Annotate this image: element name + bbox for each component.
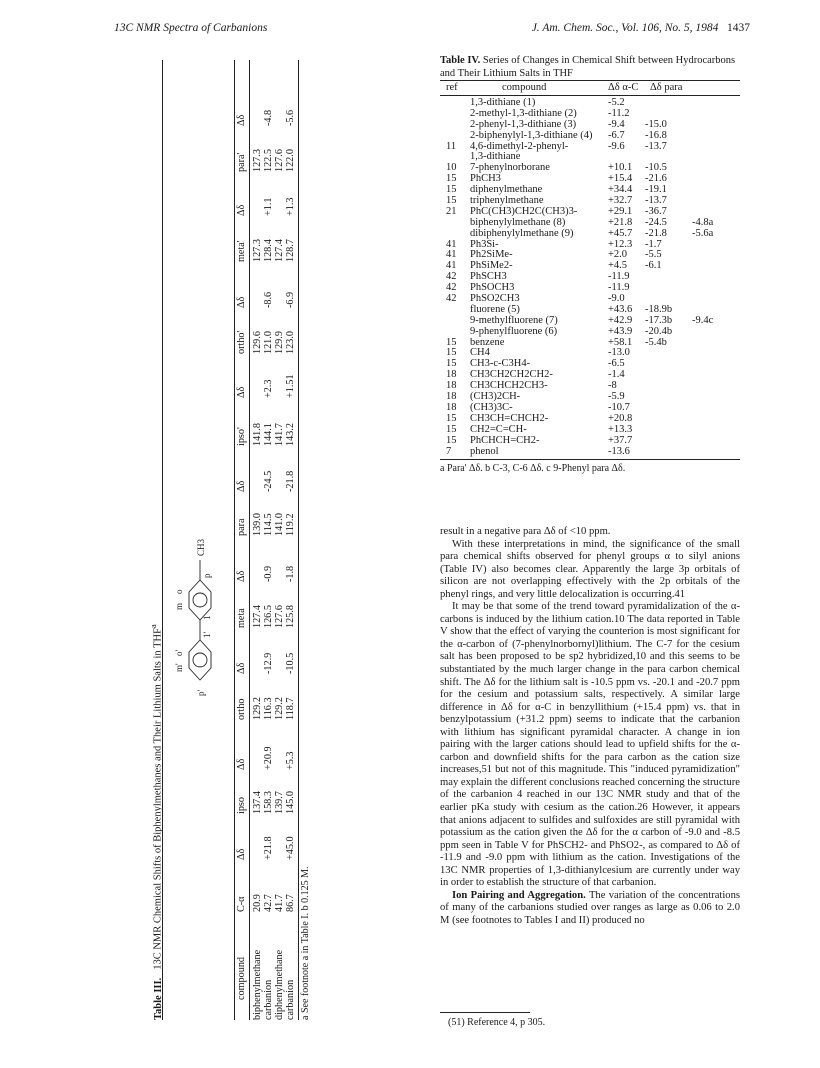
table-iv-title: Series of Changes in Chemical Shift between Hydrocarbons and Their Lithium Salts in THF bbox=[440, 55, 736, 79]
table-iv-cell: 15 bbox=[446, 195, 457, 207]
table-iv-cell: -1.4 bbox=[608, 369, 625, 381]
table-iv-cell: PhCH3 bbox=[470, 173, 501, 185]
table-iii-cell: +20.9 bbox=[263, 746, 274, 770]
table-iii-cell: -1.8 bbox=[285, 565, 296, 582]
table-iv-row bbox=[440, 327, 740, 338]
table-iii-cell: 139.7 bbox=[274, 791, 285, 814]
table-iv-cell: -5.9 bbox=[608, 391, 625, 403]
table-iii-header-8: Δδ bbox=[236, 570, 247, 582]
table-iv-cell: +42.9 bbox=[608, 314, 633, 326]
table-iii-header-1: C-α bbox=[236, 896, 247, 912]
table-iii-cell: 128.7 bbox=[285, 239, 296, 262]
structure-label: 1 bbox=[202, 615, 212, 620]
table-iv-cell: -13.7 bbox=[645, 140, 667, 152]
table-iv-cell: 2-phenyl-1,3-dithiane (3) bbox=[470, 118, 577, 130]
table-iii-cell: 127.6 bbox=[274, 149, 285, 172]
table-iii-cell: 128.4 bbox=[263, 239, 274, 262]
table-iv-cell: 1,3-dithiane bbox=[470, 151, 521, 163]
table-iii-cell: 41.7 bbox=[274, 894, 285, 912]
structure-label: CH3 bbox=[196, 538, 206, 556]
page-number: 1437 bbox=[727, 22, 750, 34]
table-iii-cell: 42.7 bbox=[263, 894, 274, 912]
table-iv-cell: 18 bbox=[446, 369, 457, 381]
header-ref: ref bbox=[446, 82, 458, 93]
table-iii-header-11: ipso' bbox=[236, 427, 247, 446]
table-iv-cell: PhC(CH3)CH2C(CH3)3- bbox=[470, 205, 578, 217]
table-iii-cell: +1.3 bbox=[285, 197, 296, 216]
journal-volume: Vol. 106, No. 5, 1984 bbox=[621, 22, 719, 34]
table-iv-cell: +29.1 bbox=[608, 205, 633, 217]
table-iv-cell: -5.5 bbox=[645, 249, 662, 261]
table-iv-cell: dibiphenylylmethane (9) bbox=[470, 227, 574, 239]
table-iv-cell: +21.8 bbox=[608, 216, 633, 228]
table-iv-caption bbox=[440, 55, 740, 80]
table-iii-header-17: para' bbox=[236, 152, 247, 172]
table-iv-cell: -11.2 bbox=[608, 107, 630, 119]
table-iv-cell: -15.0 bbox=[645, 118, 667, 130]
table-iii-cell: -4.8 bbox=[263, 109, 274, 126]
table-iii-cell: 114.5 bbox=[263, 513, 274, 536]
table-iii-label: Table III. bbox=[152, 977, 164, 1020]
table-iii-header-3: ipso bbox=[236, 797, 247, 814]
table-iv-cell: -9.4 bbox=[608, 118, 625, 130]
table-iii-cell: -6.9 bbox=[285, 291, 296, 308]
table-iv-cell: -9.4c bbox=[692, 314, 714, 326]
table-iv-cell: 42 bbox=[446, 271, 457, 283]
table-iv-footnote: a Para' Δδ. b C-3, C-6 Δδ. c 9-Phenyl para Δδ. bbox=[440, 463, 626, 475]
table-iii-header-10: Δδ bbox=[236, 480, 247, 492]
table-iv-cell: Ph3Si- bbox=[470, 238, 499, 250]
table-iii-cell: 123.0 bbox=[285, 331, 296, 354]
header-para: Δδ para bbox=[650, 82, 683, 93]
running-title: 13C NMR Spectra of Carbanions bbox=[114, 22, 268, 34]
table-iv-cell: CH3CHCH2CH3- bbox=[470, 380, 548, 392]
table-iv-cell: -21.8 bbox=[645, 227, 667, 239]
table-iii-cell: 129.2 bbox=[252, 697, 263, 720]
table-iv-cell: +10.1 bbox=[608, 162, 633, 174]
table-iv-cell: +43.9 bbox=[608, 325, 633, 337]
table-iv-cell: 2-biphenylyl-1,3-dithiane (4) bbox=[470, 129, 593, 141]
table-iv-cell: -4.8a bbox=[692, 216, 714, 228]
table-iv-cell: -11.9 bbox=[608, 271, 630, 283]
table-iii-cell: 129.9 bbox=[274, 331, 285, 354]
table-iv-cell: 15 bbox=[446, 336, 457, 348]
table-iii-cell: diphenylmethane bbox=[274, 949, 285, 1020]
journal-name: J. Am. Chem. Soc. bbox=[531, 22, 616, 34]
table-iii-cell: 122.5 bbox=[263, 149, 274, 172]
table-iii-cell: 127.3 bbox=[252, 149, 263, 172]
table-iii-cell: +5.3 bbox=[285, 751, 296, 770]
table-iv-cell: +34.4 bbox=[608, 184, 633, 196]
table-iv-cell: -6.7 bbox=[608, 129, 625, 141]
header-compound: compound bbox=[502, 82, 547, 93]
table-iv-cell: -13.6 bbox=[608, 445, 630, 457]
table-iii-cell: 118.7 bbox=[285, 697, 296, 720]
table-iii-cell: 127.4 bbox=[274, 239, 285, 262]
table-iv-cell: 7 bbox=[446, 445, 452, 457]
table-iii-cell: 145.0 bbox=[285, 791, 296, 814]
table-iv-cell: +32.7 bbox=[608, 195, 633, 207]
table-iv-cell: 15 bbox=[446, 434, 457, 446]
structure-label: o bbox=[174, 589, 184, 594]
table-iv-cell: -17.3b bbox=[645, 314, 673, 326]
table-iii-footnote: a See footnote a in Table I. b 0.125 M. bbox=[300, 866, 311, 1020]
table-iv-cell: 41 bbox=[446, 249, 457, 261]
structure-label: p bbox=[202, 573, 212, 578]
table-iii-cell: +1.1 bbox=[263, 197, 274, 216]
paragraph-4 bbox=[440, 890, 740, 928]
table-iv-cell: 15 bbox=[446, 347, 457, 359]
table-iii-header-14: Δδ bbox=[236, 296, 247, 308]
table-iv-cell: -6.5 bbox=[608, 358, 625, 370]
page-header bbox=[114, 22, 750, 40]
table-iv-cell: CH3CH2CH2CH2- bbox=[470, 369, 553, 381]
table-iii-cell: 139.0 bbox=[252, 513, 263, 536]
table-iii-cell: 121.0 bbox=[263, 331, 274, 354]
table-iii-cell: 116.3 bbox=[263, 697, 274, 720]
table-iv-row bbox=[440, 425, 740, 436]
table-iii-header-0: compound bbox=[236, 956, 247, 1000]
table-iv-row bbox=[440, 229, 740, 240]
table-iv-cell: +15.4 bbox=[608, 173, 633, 185]
table-iv-cell: diphenylmethane bbox=[470, 184, 543, 196]
table-iv-cell: CH4 bbox=[470, 347, 490, 359]
table-iii-cell: +2.3 bbox=[263, 379, 274, 398]
table-iv bbox=[440, 55, 740, 474]
table-iv-cell: +4.5 bbox=[608, 260, 628, 272]
table-iv-cell: 9-methylfluorene (7) bbox=[470, 314, 558, 326]
table-iii-cell: 129.6 bbox=[252, 331, 263, 354]
table-iv-cell: -6.1 bbox=[645, 260, 662, 272]
table-iii-header-16: Δδ bbox=[236, 204, 247, 216]
table-iv-row bbox=[440, 447, 740, 458]
paragraph-4-text: The variation of the concentrations of many of the carbanions studied over ranges as large as 0.06 to 2.0 M (see footnotes to Tables I and II) produced no bbox=[440, 889, 740, 926]
table-iv-cell: 15 bbox=[446, 358, 457, 370]
table-iii-title: 13C NMR Chemical Shifts of Biphenylmethanes and Their Lithium Salts in THF bbox=[152, 628, 164, 970]
table-iv-cell: +13.3 bbox=[608, 423, 633, 435]
table-iv-cell: CH2=C=CH- bbox=[470, 423, 527, 435]
table-iii-header-6: Δδ bbox=[236, 662, 247, 674]
table-iv-cell: 15 bbox=[446, 412, 457, 424]
structure-label: 1' bbox=[202, 631, 212, 638]
table-iii-cell: carbanion bbox=[263, 979, 274, 1020]
table-iii-cell: -12.9 bbox=[263, 652, 274, 674]
table-iii-header-2: Δδ bbox=[236, 848, 247, 860]
section-title: Ion Pairing and Aggregation. bbox=[452, 889, 586, 901]
biphenylmethane-structure bbox=[170, 510, 230, 720]
structure-label: o' bbox=[174, 649, 184, 656]
table-iv-cell: 42 bbox=[446, 282, 457, 294]
table-iii-cell: 144.1 bbox=[263, 423, 274, 446]
table-iv-cell: 15 bbox=[446, 173, 457, 185]
table-iv-cell: 10 bbox=[446, 162, 457, 174]
table-iv-cell: +37.7 bbox=[608, 434, 633, 446]
paragraph-3: It may be that some of the trend toward pyramidalization of the α-carbons is induced by the lithium cation.10 The data reported in Table V show that the effect of varying the counterion is most significant for the α-carbon of (7-phenylnorbornyl)lithium. The C-7 for the cesium salt has been proposed to be sp2 hybridized,10 and this seems to be substantiated by the much larger change in the para carbon chemical shift. The Δδ for the lithium salt is -10.5 ppm vs. -20.1 and -20.7 ppm for the cesium and potassium salts, respectively. A similar large difference in Δδ for α-C in benzyllithium (+15.4 ppm) vs. that in benzylpotassium (+31.2 ppm) seems to indicate that the carbanion with lithium has significant pyramidal character. A change in ion pairing with the larger cations should lead to upfield shifts for the α-carbon and downfield shifts for the para carbon as the cation size increases,51 but not of this magnitude. This "induced pyramidization" may explain the different conclusions reached concerning the structure of the carbanion 4 reached in our 13C NMR study and that of the earlier pKa study with cesium as the cation.26 However, it appears that anions adjacent to sulfides and sulfoxides are still pyramidal with potassium as the cation given the Δδ for the α carbon of -9.0 and -8.5 ppm seen in Table V for PhSCH2- and PhSO2-, as compared to Δδ of -11.9 and -9.0 ppm with lithium as the cation. Investigations of the 13C NMR properties of 1,3-dithianylcesium are currently under way in order to establish the structure of that carbanion. bbox=[440, 601, 740, 889]
table-iv-cell: PhCHCH=CH2- bbox=[470, 434, 540, 446]
table-iii-cell: 127.3 bbox=[252, 239, 263, 262]
table-iv-cell: 7-phenylnorborane bbox=[470, 162, 550, 174]
table-iv-cell: -8 bbox=[608, 380, 617, 392]
table-iv-cell: PhSO2CH3 bbox=[470, 293, 520, 305]
table-iii-cell: 127.4 bbox=[252, 605, 263, 628]
table-iv-cell: phenol bbox=[470, 445, 499, 457]
table-iv-cell: fluorene (5) bbox=[470, 303, 520, 315]
table-iii-cell: 137.4 bbox=[252, 791, 263, 814]
table-iv-header bbox=[440, 82, 740, 95]
table-iv-cell: PhSiMe2- bbox=[470, 260, 513, 272]
table-iii-cell: +1.51 bbox=[285, 374, 296, 398]
table-iv-cell: -13.7 bbox=[645, 195, 667, 207]
table-iv-cell: +43.6 bbox=[608, 303, 633, 315]
table-iv-cell: -18.9b bbox=[645, 303, 673, 315]
table-iv-cell: -13.0 bbox=[608, 347, 630, 359]
table-iii-cell: 141.7 bbox=[274, 423, 285, 446]
table-iv-cell: -9.6 bbox=[608, 140, 625, 152]
table-iii-caption: Table III.13C NMR Chemical Shifts of Biphenylmethanes and Their Lithium Salts in THF$^a$ bbox=[148, 624, 164, 1020]
table-iv-cell: +12.3 bbox=[608, 238, 633, 250]
table-iv-cell: 42 bbox=[446, 293, 457, 305]
table-iv-cell: triphenylmethane bbox=[470, 195, 544, 207]
paragraph-1: result in a negative para Δδ of <10 ppm. bbox=[440, 526, 611, 537]
table-iv-cell: -21.6 bbox=[645, 173, 667, 185]
table-iv-cell: +2.0 bbox=[608, 249, 628, 261]
table-iii-cell: 119.2 bbox=[285, 513, 296, 536]
table-iii-cell: -0.9 bbox=[263, 565, 274, 582]
table-iv-cell: -36.7 bbox=[645, 205, 667, 217]
table-iv-cell: 41 bbox=[446, 260, 457, 272]
header-alpha: Δδ α-C bbox=[608, 82, 639, 93]
table-iv-cell: CH3CH=CHCH2- bbox=[470, 412, 549, 424]
table-iv-cell: 9-phenylfluorene (6) bbox=[470, 325, 558, 337]
table-iv-cell: -5.6a bbox=[692, 227, 714, 239]
table-iv-cell: 1,3-dithiane (1) bbox=[470, 97, 536, 108]
table-iii-cell: -21.8 bbox=[285, 470, 296, 492]
table-iv-cell: 18 bbox=[446, 401, 457, 413]
table-iii-cell: 86.7 bbox=[285, 894, 296, 912]
page-footnote: (51) Reference 4, p 305. bbox=[448, 1017, 546, 1028]
table-iii-cell: -10.5 bbox=[285, 652, 296, 674]
table-iv-row bbox=[440, 131, 740, 142]
table-iv-cell: -10.5 bbox=[645, 162, 667, 174]
table-iv-row bbox=[440, 436, 740, 447]
table-iii-cell: carbanion bbox=[285, 979, 296, 1020]
table-iii-header-18: Δδ bbox=[236, 114, 247, 126]
table-iv-cell: +45.7 bbox=[608, 227, 633, 239]
table-iii-cell: 158.3 bbox=[263, 791, 274, 814]
table-iv-cell: (CH3)3C- bbox=[470, 401, 513, 413]
table-iii-cell: biphenylmethane bbox=[252, 949, 263, 1020]
table-iv-cell: 41 bbox=[446, 238, 457, 250]
table-iii-cell: -24.5 bbox=[263, 470, 274, 492]
table-iii-header-9: para bbox=[236, 518, 247, 536]
table-iv-cell: 11 bbox=[446, 140, 457, 152]
table-iv-cell: -1.7 bbox=[645, 238, 662, 250]
table-iv-cell: -10.7 bbox=[608, 401, 630, 413]
table-iii-cell: 122.0 bbox=[285, 149, 296, 172]
table-iv-cell: 18 bbox=[446, 391, 457, 403]
table-iv-cell: -5.4b bbox=[645, 336, 667, 348]
table-iv-cell: 4,6-dimethyl-2-phenyl- bbox=[470, 140, 569, 152]
table-iv-cell: 21 bbox=[446, 205, 457, 217]
structure-label: p' bbox=[196, 689, 206, 696]
table-iii-header-12: Δδ bbox=[236, 386, 247, 398]
table-iii-cell: -8.6 bbox=[263, 291, 274, 308]
table-iii-cell: -5.6 bbox=[285, 109, 296, 126]
table-iv-cell: 15 bbox=[446, 184, 457, 196]
table-iv-cell: +20.8 bbox=[608, 412, 633, 424]
table-iii-cell: 143.2 bbox=[285, 423, 296, 446]
structure-label: m' bbox=[174, 663, 184, 672]
table-iv-cell: CH3-c-C3H4- bbox=[470, 358, 531, 370]
table-iv-cell: -5.2 bbox=[608, 97, 625, 108]
table-iv-cell: 2-methyl-1,3-dithiane (2) bbox=[470, 107, 577, 119]
journal-citation: J. Am. Chem. Soc., Vol. 106, No. 5, 1984 1437 bbox=[531, 22, 750, 34]
table-iv-cell: (CH3)2CH- bbox=[470, 391, 521, 403]
table-iv-label: Table IV. bbox=[440, 55, 481, 66]
table-iv-cell: PhSOCH3 bbox=[470, 282, 515, 294]
table-iii-cell: 129.2 bbox=[274, 697, 285, 720]
table-iv-cell: PhSCH3 bbox=[470, 271, 507, 283]
paragraph-2: With these interpretations in mind, the significance of the small para chemical shifts observed for phenyl groups α to silyl anions (Table IV) also becomes clear. Apparently the large 3p orbitals of silicon are not overlapping effectively with the 2p orbitals of the phenyl rings, and very little delocalization is occurring.41 bbox=[440, 538, 740, 600]
table-iv-cell: 15 bbox=[446, 423, 457, 435]
table-iv-cell: -9.0 bbox=[608, 293, 625, 305]
table-iv-cell: +58.1 bbox=[608, 336, 633, 348]
table-iv-cell: -19.1 bbox=[645, 184, 667, 196]
table-iv-cell: biphenylylmethane (8) bbox=[470, 216, 566, 228]
table-iii bbox=[148, 60, 318, 1020]
structure-label: m bbox=[174, 602, 184, 610]
table-iii-header-5: ortho bbox=[236, 698, 247, 720]
table-iv-cell: -16.8 bbox=[645, 129, 667, 141]
table-iv-cell: Ph2SiMe- bbox=[470, 249, 513, 261]
table-iii-cell: 141.8 bbox=[252, 423, 263, 446]
table-iii-cell: 125.8 bbox=[285, 605, 296, 628]
table-iv-cell: -24.5 bbox=[645, 216, 667, 228]
table-iii-cell: 126.5 bbox=[263, 605, 274, 628]
table-iv-cell: benzene bbox=[470, 336, 505, 348]
table-iii-cell: +45.0 bbox=[285, 836, 296, 860]
table-iv-cell: -20.4b bbox=[645, 325, 673, 337]
table-iii-cell: 20.9 bbox=[252, 894, 263, 912]
table-iii-header-4: Δδ bbox=[236, 758, 247, 770]
table-iii-cell: +21.8 bbox=[263, 836, 274, 860]
table-iii-header-7: meta bbox=[236, 608, 247, 628]
table-iii-cell: 141.0 bbox=[274, 513, 285, 536]
body-text bbox=[440, 526, 740, 928]
table-iv-cell: -11.9 bbox=[608, 282, 630, 294]
table-iii-header-13: ortho' bbox=[236, 330, 247, 354]
table-iii-header-15: meta' bbox=[236, 240, 247, 262]
table-iii-cell: 127.6 bbox=[274, 605, 285, 628]
table-iv-cell: 18 bbox=[446, 380, 457, 392]
